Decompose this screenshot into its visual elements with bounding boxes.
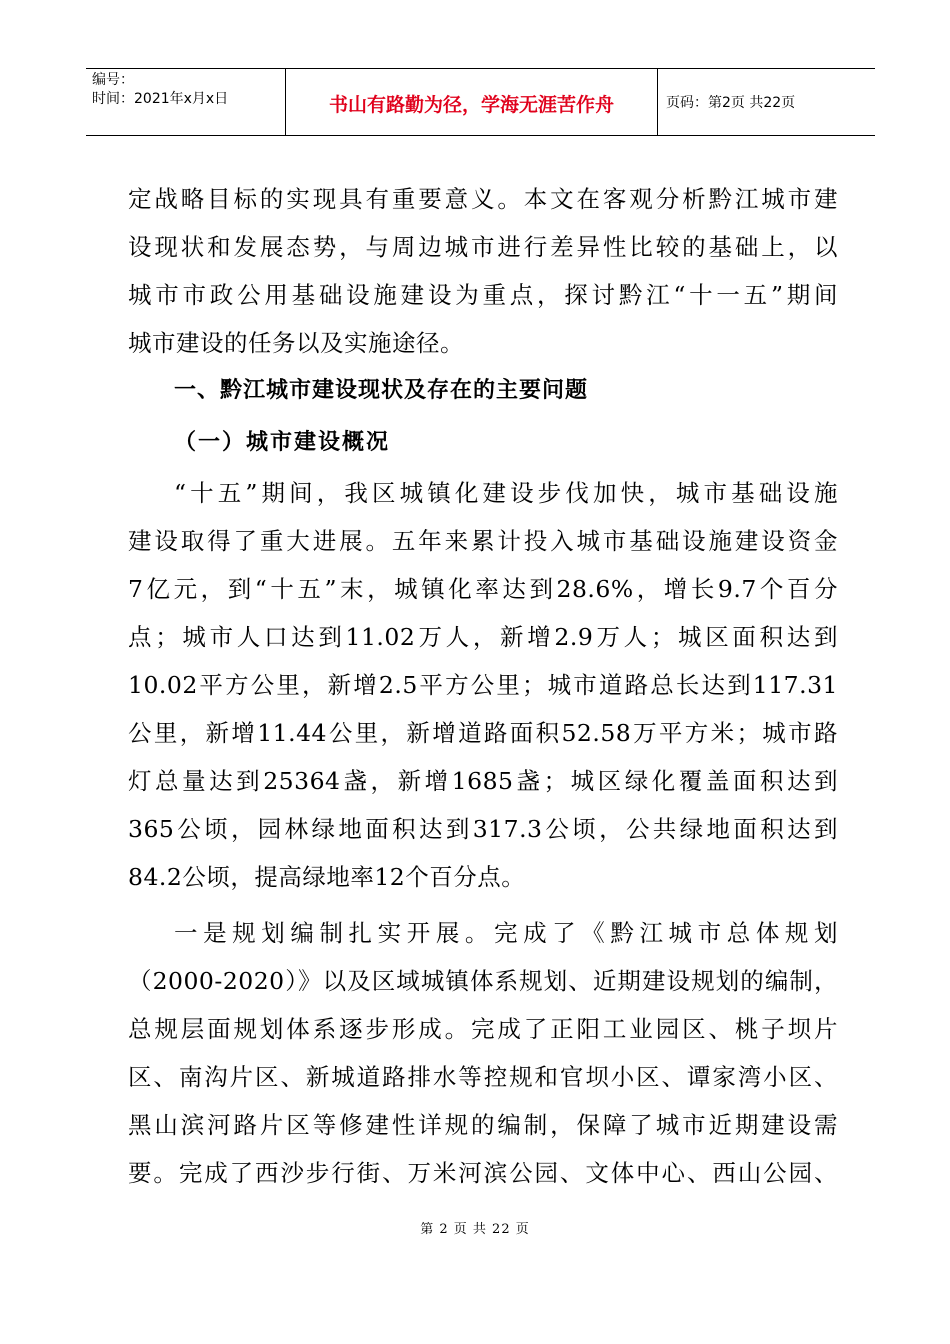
body-line: 要。完成了西沙步行街、万米河滨公园、文体中心、西山公园、 <box>128 1159 838 1187</box>
document-body <box>128 175 838 1197</box>
body-line: 公里，新增11.44公里，新增道路面积52.58万平方米；城市路 <box>128 719 838 747</box>
body-line: 建设取得了重大进展。五年来累计投入城市基础设施建设资金 <box>128 527 838 555</box>
section-heading: 一、黔江城市建设现状及存在的主要问题 <box>174 378 589 403</box>
body-line: 7亿元，到“十五”末，城镇化率达到28.6%，增长9.7个百分 <box>128 575 838 603</box>
page-footer: 第 2 页 共 22 页 <box>420 1222 530 1237</box>
header-motto: 书山有路勤为径，学海无涯苦作舟 <box>286 69 658 135</box>
page-header <box>86 68 875 136</box>
body-line: 设现状和发展态势，与周边城市进行差异性比较的基础上，以 <box>128 233 838 261</box>
body-line: 区、南沟片区、新城道路排水等控规和官坝小区、谭家湾小区、 <box>128 1063 838 1091</box>
body-line: 城市建设的任务以及实施途径。 <box>128 329 464 357</box>
body-line: “十五”期间，我区城镇化建设步伐加快，城市基础设施 <box>174 479 838 507</box>
document-number-label: 编号： <box>92 72 134 88</box>
body-line: 城市市政公用基础设施建设为重点，探讨黔江“十一五”期间 <box>128 281 838 309</box>
subsection-heading: （一）城市建设概况 <box>174 429 391 455</box>
body-line: 黑山滨河路片区等修建性详规的编制，保障了城市近期建设需 <box>128 1111 838 1139</box>
document-date-label: 时间：2021年x月x日 <box>92 91 229 107</box>
body-line: 灯总量达到25364盏，新增1685盏；城区绿化覆盖面积达到 <box>128 767 838 795</box>
body-line: 定战略目标的实现具有重要意义。本文在客观分析黔江城市建 <box>128 185 838 213</box>
body-line: 10.02平方公里，新增2.5平方公里；城市道路总长达到117.31 <box>128 671 838 699</box>
header-meta <box>86 69 286 135</box>
body-line: 84.2公顷，提高绿地率12个百分点。 <box>128 863 526 891</box>
body-line: 一是规划编制扎实开展。完成了《黔江城市总体规划 <box>174 919 838 947</box>
body-line: （2000-2020）》以及区域城镇体系规划、近期建设规划的编制， <box>128 967 838 995</box>
body-line: 365公顷，园林绿地面积达到317.3公顷，公共绿地面积达到 <box>128 815 838 843</box>
body-line: 点；城市人口达到11.02万人，新增2.9万人；城区面积达到 <box>128 623 838 651</box>
body-line: 总规层面规划体系逐步形成。完成了正阳工业园区、桃子坝片 <box>128 1015 838 1043</box>
header-page-label: 页码：第2页 共22页 <box>666 95 796 111</box>
paragraph-gap <box>128 901 838 909</box>
